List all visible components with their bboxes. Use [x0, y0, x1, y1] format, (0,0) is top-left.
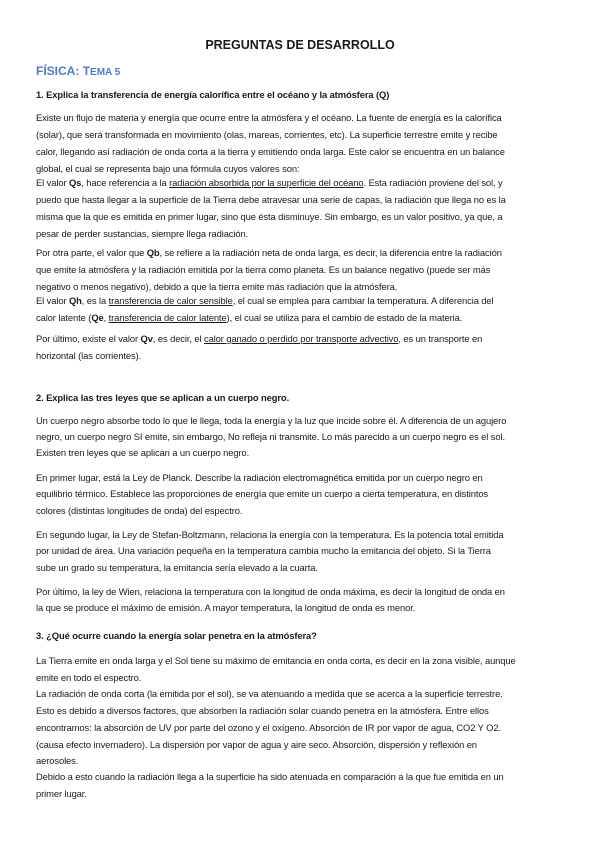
text-line [36, 505, 242, 517]
text-segment: pesar de perder sustancias, siempre llega radiación. [36, 228, 249, 239]
text-segment: , el cual se emplea para cambiar la temperatura. A diferencia del [232, 295, 494, 306]
text-line [36, 415, 506, 427]
text-line [36, 211, 502, 223]
text-segment: (solar), que será transformada en movimiento (olas, mareas, corrientes, etc). La superficie terrestre emite y recibe [36, 129, 498, 140]
text-line [36, 146, 505, 158]
bold-text: Qv [140, 333, 153, 344]
text-segment: calor, llegando así radiación de onda corta a la tierra y emitiendo onda larga. Este calor se encuentra en un balance [36, 146, 505, 157]
text-segment: equilibrio térmico. Establece las proporciones de energía que emite un cuerpo a cierta temperatura, en distintos [36, 488, 489, 499]
topic-initial: T [82, 64, 91, 78]
text-segment: Debido a esto cuando la radiación llega a la superficie ha sido atenuada en comparación a la que fue emitida en un [36, 771, 504, 782]
text-line [36, 312, 462, 324]
text-segment: El valor [36, 177, 69, 188]
text-segment: , hace referencia a la [81, 177, 170, 188]
text-line [36, 333, 482, 345]
text-segment: , se refiere a la radiación neta de onda larga, es decir, la diferencia entre la radiación [159, 247, 502, 258]
bold-text: Qh [68, 295, 82, 306]
text-segment: En primer lugar, está la Ley de Planck. Describe la radiación electromagnética emitida por un cuerpo negro en [36, 472, 483, 483]
text-line [36, 247, 502, 259]
text-segment: que emite la atmósfera y la radiación emitida por la tierra como planeta. Es un balance negativo (puede ser más [36, 264, 491, 275]
text-segment: Un cuerpo negro absorbe todo lo que le llega, toda la energía y la luz que incide sobre él. A diferencia de un agujero [36, 415, 507, 426]
question-heading [36, 392, 289, 404]
subject-name: FÍSICA: [36, 64, 80, 78]
topic-rest: EMA 5 [90, 67, 121, 78]
text-segment: El valor [36, 295, 69, 306]
text-segment: puedo que hasta llegar a la superficie de la Tierra debe atravesar una serie de capas, la radiación que llega no es la [36, 194, 506, 205]
text-line [36, 688, 503, 700]
bold-text: 3. [36, 630, 44, 641]
text-line [36, 177, 503, 189]
text-segment: horizontal (las corrientes). [36, 350, 142, 361]
underlined-text: radiación absorbida por la superficie del océano [169, 177, 364, 188]
bold-text: 1. [36, 89, 44, 100]
text-line [36, 788, 87, 800]
text-line [36, 472, 483, 484]
text-line [36, 562, 318, 574]
question-heading [36, 630, 317, 642]
text-line [36, 739, 477, 751]
bold-text: Qs [68, 177, 82, 188]
text-segment: , es la [81, 295, 109, 306]
text-segment: por unidad de área. Una variación pequeña en la temperatura cambia mucho la emitancia del objeto. Si la Tierra [36, 545, 491, 556]
text-line [36, 655, 516, 667]
text-line [36, 228, 248, 240]
text-line [36, 264, 490, 276]
text-segment: Por último, existe el valor [36, 333, 141, 344]
text-segment: Existen tren leyes que se aplican a un cuerpo negro. [36, 447, 250, 458]
text-line [36, 755, 78, 767]
text-segment: calor latente ( [36, 312, 92, 323]
subject-heading [36, 64, 120, 78]
bold-text: Qb [146, 247, 160, 258]
underlined-text: transferencia de calor sensible [108, 295, 233, 306]
text-line [36, 129, 498, 141]
text-segment: , es decir, el [152, 333, 204, 344]
text-segment: La radiación de onda corta (la emitida por el sol), se va atenuando a medida que se acerca a la superficie terrestre. [36, 688, 503, 699]
text-segment: Por último, la ley de Wien, relaciona la temperatura con la longitud de onda máxima, es decir la longitud de onda en [36, 586, 505, 597]
text-segment: En segundo lugar, la Ley de Stefan-Boltzmann, relaciona la energía con la temperatura. Es la potencia total emitida [36, 529, 504, 540]
text-segment: Explica las tres leyes que se aplican a un cuerpo negro. [43, 392, 290, 403]
text-segment: global, el cual se representa bajo una fórmula cuyos valores son: [36, 163, 300, 174]
text-line [36, 112, 502, 124]
underlined-text: calor ganado o perdido por transporte advectivo [204, 333, 399, 344]
text-segment: ¿Qué ocurre cuando la energía solar penetra en la atmósfera? [43, 630, 317, 641]
text-line [36, 771, 504, 783]
text-segment: Existe un flujo de materia y energía que ocurre entre la atmósfera y el océano. La fuente de energía es la calorífica [36, 112, 502, 123]
text-segment: . Esta radiación proviene del sol, y [363, 177, 503, 188]
text-segment: encontramos: la absorción de UV por parte del ozono y el oxígeno. Absorción de IR por vapor de agua, CO2 Y O2. [36, 722, 501, 733]
text-segment: Explica la transferencia de energía calorífica entre el océano y la atmósfera (Q) [43, 89, 390, 100]
text-segment: primer lugar. [36, 788, 87, 799]
text-segment: colores (distintas longitudes de onda) del espectro. [36, 505, 243, 516]
bold-text: Qe [91, 312, 104, 323]
text-segment: aerosoles. [36, 755, 79, 766]
text-segment: , es un transporte en [398, 333, 483, 344]
text-line [36, 705, 489, 717]
text-line [36, 488, 488, 500]
text-segment: negro, un cuerpo negro SI emite, sin embargo, No refleja ni transmite. Lo más parecido a un cuerpo negro es el sol. [36, 431, 505, 442]
text-segment: la que se produce el máximo de emisión. A mayor temperatura, la longitud de onda es menor. [36, 602, 416, 613]
bold-text: 2. [36, 392, 44, 403]
text-line [36, 586, 505, 598]
question-heading [36, 89, 389, 101]
text-segment: emite en todo el espectro. [36, 672, 142, 683]
text-line [36, 545, 491, 557]
text-segment: Esto es debido a diversos factores, que absorben la radiación solar cuando penetra en la atmósfera. Entre ellos [36, 705, 489, 716]
text-line [36, 602, 415, 614]
text-line [36, 447, 249, 459]
text-segment: negativo o menos negativo), debido a que la tierra emite más radiación que la atmósfera. [36, 281, 398, 292]
text-segment: misma que la que es emitida en primer lugar, sino que ésta disminuye. Sin embargo, es un valor positivo, ya que, a [36, 211, 503, 222]
underlined-text: transferencia de calor latente [108, 312, 227, 323]
text-segment: , [103, 312, 109, 323]
text-segment: ), el cual se utiliza para el cambio de estado de la materia. [226, 312, 463, 323]
text-line [36, 350, 141, 362]
text-line [36, 672, 141, 684]
text-line [36, 529, 503, 541]
text-segment: (causa efecto invernadero). La dispersión por vapor de agua y aire seco. Absorción, dispersión y reflexión en [36, 739, 477, 750]
text-segment: sube un grado su temperatura, la emitancia sería elevado a la cuarta. [36, 562, 318, 573]
text-line [36, 722, 501, 734]
text-line [36, 194, 506, 206]
text-segment: La Tierra emite en onda larga y el Sol tiene su máximo de emitancia en onda corta, es decir en la zona visible, aunque [36, 655, 516, 666]
text-segment: Por otra parte, el valor que [36, 247, 147, 258]
document-title: PREGUNTAS DE DESARROLLO [205, 38, 395, 52]
text-line [36, 295, 494, 307]
text-line [36, 163, 299, 175]
text-line [36, 281, 397, 293]
text-line [36, 431, 505, 443]
